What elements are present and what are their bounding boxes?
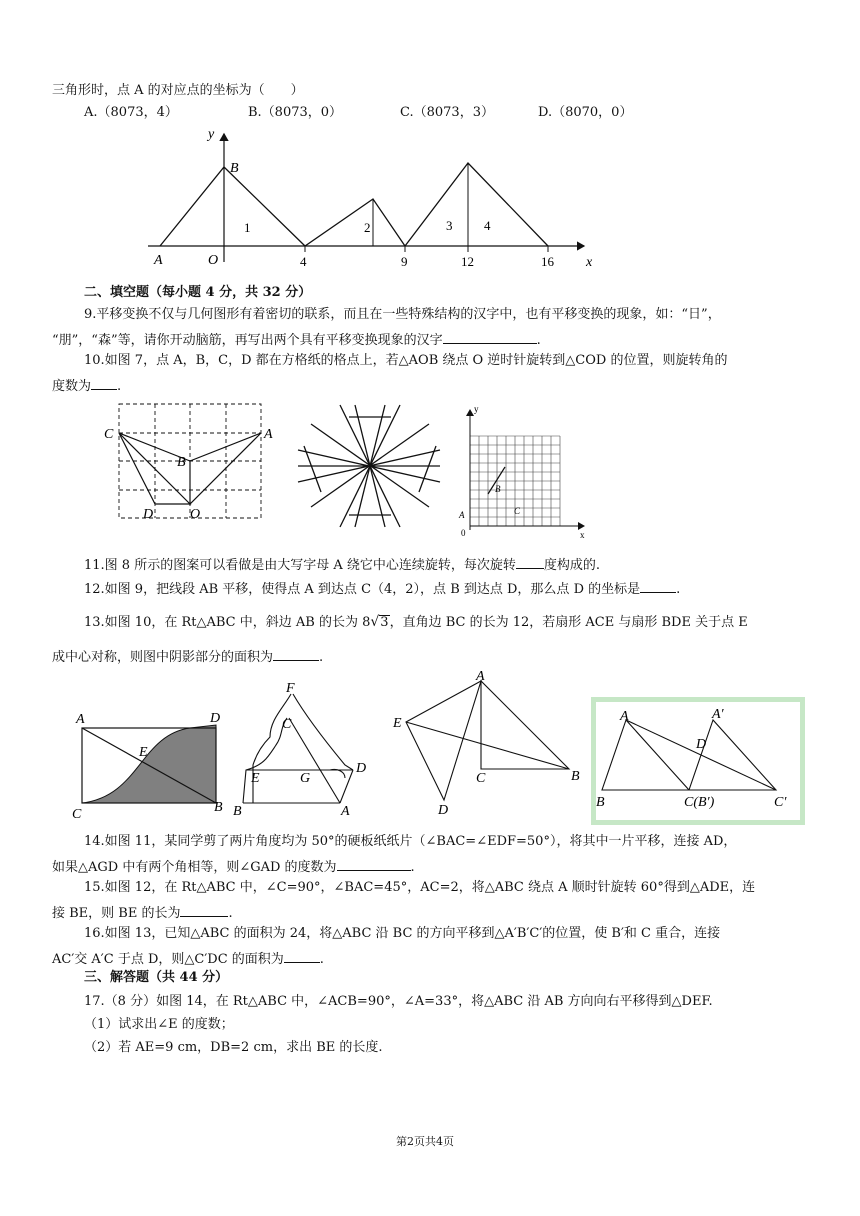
fig9-y-label: y [474,404,479,414]
triangle-sequence-graph [140,126,610,272]
fig13-c-label: C(B′) [684,795,715,810]
q14-period: . [410,860,415,875]
q12-period: . [676,582,681,597]
fig12-a-label: A [476,669,485,684]
q17-line1: 17.（8 分）如图 14，在 Rt△ABC 中，∠ACB=90°，∠A=33°，将△ABC 沿 AB 方向向右平移得到△DEF. [84,994,713,1009]
tick-label: 9 [401,254,408,269]
fig13-a-prime-label: A′ [712,707,724,722]
q15-answer-blank [180,902,228,917]
q8-option-a: A.（8073，4） [84,105,178,120]
fig11-d-label: D [356,761,367,776]
q11 [84,554,600,575]
q16-period: . [319,952,324,967]
fig10-a-label: A [76,712,85,727]
section-2-heading: 二、填空题（每小题 4 分，共 32 分） [84,285,312,300]
fig11-g-label: G [300,771,311,786]
fig10-c-label: C [72,807,82,822]
q12-answer-blank [640,578,676,593]
figure-12-rotated-triangle [390,664,590,824]
figure-13-translated-triangle [596,702,800,820]
q13-text: 13.如图 10，在 Rt△ABC 中，斜边 AB 的长为 8 [84,615,371,630]
q8-stem: 三角形时，点 A 的对应点的坐标为（ ） [52,83,304,98]
q13-line1: 13.如图 10，在 Rt△ABC 中，斜边 AB 的长为 8√3，直角边 BC 的长为 12，若扇形 ACE 与扇形 BDE 关于点 E [84,614,748,630]
q10-line1: 10.如图 7，点 A，B，C，D 都在方格纸的格点上，若△AOB 绕点 O 逆时针旋转到△COD 的位置，则旋转角的 [84,353,728,368]
q15-text: 接 BE，则 BE 的长为 [52,906,181,921]
q12-text: 12.如图 9，把线段 AB 平移，使得点 A 到达点 C（4，2），点 B 到达点 D，那么点 D 的坐标是 [84,582,641,597]
q14-line2 [52,856,415,877]
triangle-outline [160,163,548,246]
tick-label: 12 [461,254,474,269]
fig11-e-label: E [251,771,260,786]
fig12-c-label: C [476,771,486,786]
q15-line1: 15.如图 12，在 Rt△ABC 中，∠C=90°，∠BAC=45°，AC=2，将△ABC 绕点 A 顺时针旋转 60°得到△ADE，连 [84,880,756,895]
figure-9-coordinate-grid [452,402,592,538]
q13-line2 [52,646,323,667]
fig12-d-label: D [438,803,449,818]
q16-answer-blank [284,948,320,963]
q10-answer-blank [91,375,117,390]
q13-text2: 成中心对称，则图中阴影部分的面积为 [52,650,274,665]
q15-period: . [228,906,233,921]
fig9-c-label: C [514,506,521,516]
point-a-label: A [154,253,163,268]
q8-option-d: D.（8070，0） [538,105,633,120]
q9-line1: 9.平移变换不仅与几何图形有着密切的联系，而且在一些特殊结构的汉字中，也有平移变换的现象，如：“日”， [84,307,721,322]
q13-period: . [319,650,324,665]
q9-answer-blank [443,329,537,344]
fig7-c-label: C [104,427,114,442]
q16-line2 [52,948,324,969]
q17-part2: （2）若 AE=9 cm，DB=2 cm，求出 BE 的长度. [84,1040,383,1055]
figure-10-shaded-area [70,676,230,826]
q13-text-end: ，直角边 BC 的长为 12，若扇形 ACE 与扇形 BDE 关于点 E [389,615,748,630]
q13-answer-blank [273,646,319,661]
q11-answer-blank [516,554,544,569]
page-number: 第2页共4页 [396,1135,454,1148]
fig11-f-label: F [286,681,295,696]
q16-text: AC′交 A′C 于点 D，则△C′DC 的面积为 [52,952,284,967]
fig9-x-label: x [580,530,585,540]
fig7-b-label: B [177,455,186,470]
point-b-label: B [230,161,239,176]
q17-part1: （1）试求出∠E 的度数； [84,1017,234,1032]
q8-option-c: C.（8073，3） [400,105,494,120]
triangle-number: 4 [484,218,491,233]
q9-period: . [536,333,541,348]
fig11-a-label: A [341,804,350,819]
q11-text-end: 度构成的. [543,558,601,573]
figure-11-paper-triangles [228,676,378,822]
fig7-o-label: O [190,507,201,522]
q10-line2 [52,375,121,396]
triangle-number: 1 [244,220,251,235]
q10-period: . [117,379,122,394]
fig11-c-label: C [282,717,292,732]
fig7-d-label: D [143,507,154,522]
fig11-b-label: B [233,804,242,819]
q9-line2 [52,329,541,350]
q9-text: “朋”，“森”等，请你开动脑筋，再写出两个具有平移变换现象的汉字 [52,333,443,348]
fig9-a-label: A [459,510,465,520]
q14-answer-blank [337,856,411,871]
fig10-d-label: D [210,711,221,726]
tick-label: 4 [300,254,307,269]
q11-text: 11.图 8 所示的图案可以看做是由大写字母 A 绕它中心连续旋转，每次旋转 [84,558,516,573]
fig10-e-label: E [139,745,148,760]
q13-radicand: 3 [380,615,389,630]
triangle-number: 2 [364,220,371,235]
triangle-number: 3 [446,218,453,233]
fig12-e-label: E [393,716,402,731]
fig9-origin-label: 0 [461,528,466,538]
q16-line1: 16.如图 13，已知△ABC 的面积为 24，将△ABC 沿 BC 的方向平移到△A′B′C′的位置，使 B′和 C 重合，连接 [84,926,721,941]
section-3-heading: 三、解答题（共 44 分） [84,970,229,985]
fig13-c-prime-label: C′ [774,795,787,810]
figure-8-rotation-pattern [292,398,442,534]
q10-text: 度数为 [52,379,92,394]
fig13-a-label: A [620,709,629,724]
x-axis-label: x [586,255,593,270]
q8-option-b: B.（8073，0） [248,105,343,120]
y-axis-label: y [208,127,215,142]
q14-line1: 14.如图 11，某同学剪了两片角度均为 50°的硬板纸纸片（∠BAC=∠EDF=50°），将其中一片平移，连接 AD， [84,834,737,849]
origin-label: O [208,253,219,268]
fig12-b-label: B [571,769,580,784]
figure-7-grid [100,398,290,528]
q14-text: 如果△AGD 中有两个角相等，则∠GAD 的度数为 [52,860,337,875]
q15-line2 [52,902,233,923]
fig10-b-label: B [214,800,223,815]
q12 [84,578,680,599]
fig7-a-label: A [264,427,273,442]
fig9-b-label: B [495,484,501,494]
fig13-d-label: D [696,737,707,752]
tick-label: 16 [541,254,554,269]
fig13-b-label: B [596,795,605,810]
